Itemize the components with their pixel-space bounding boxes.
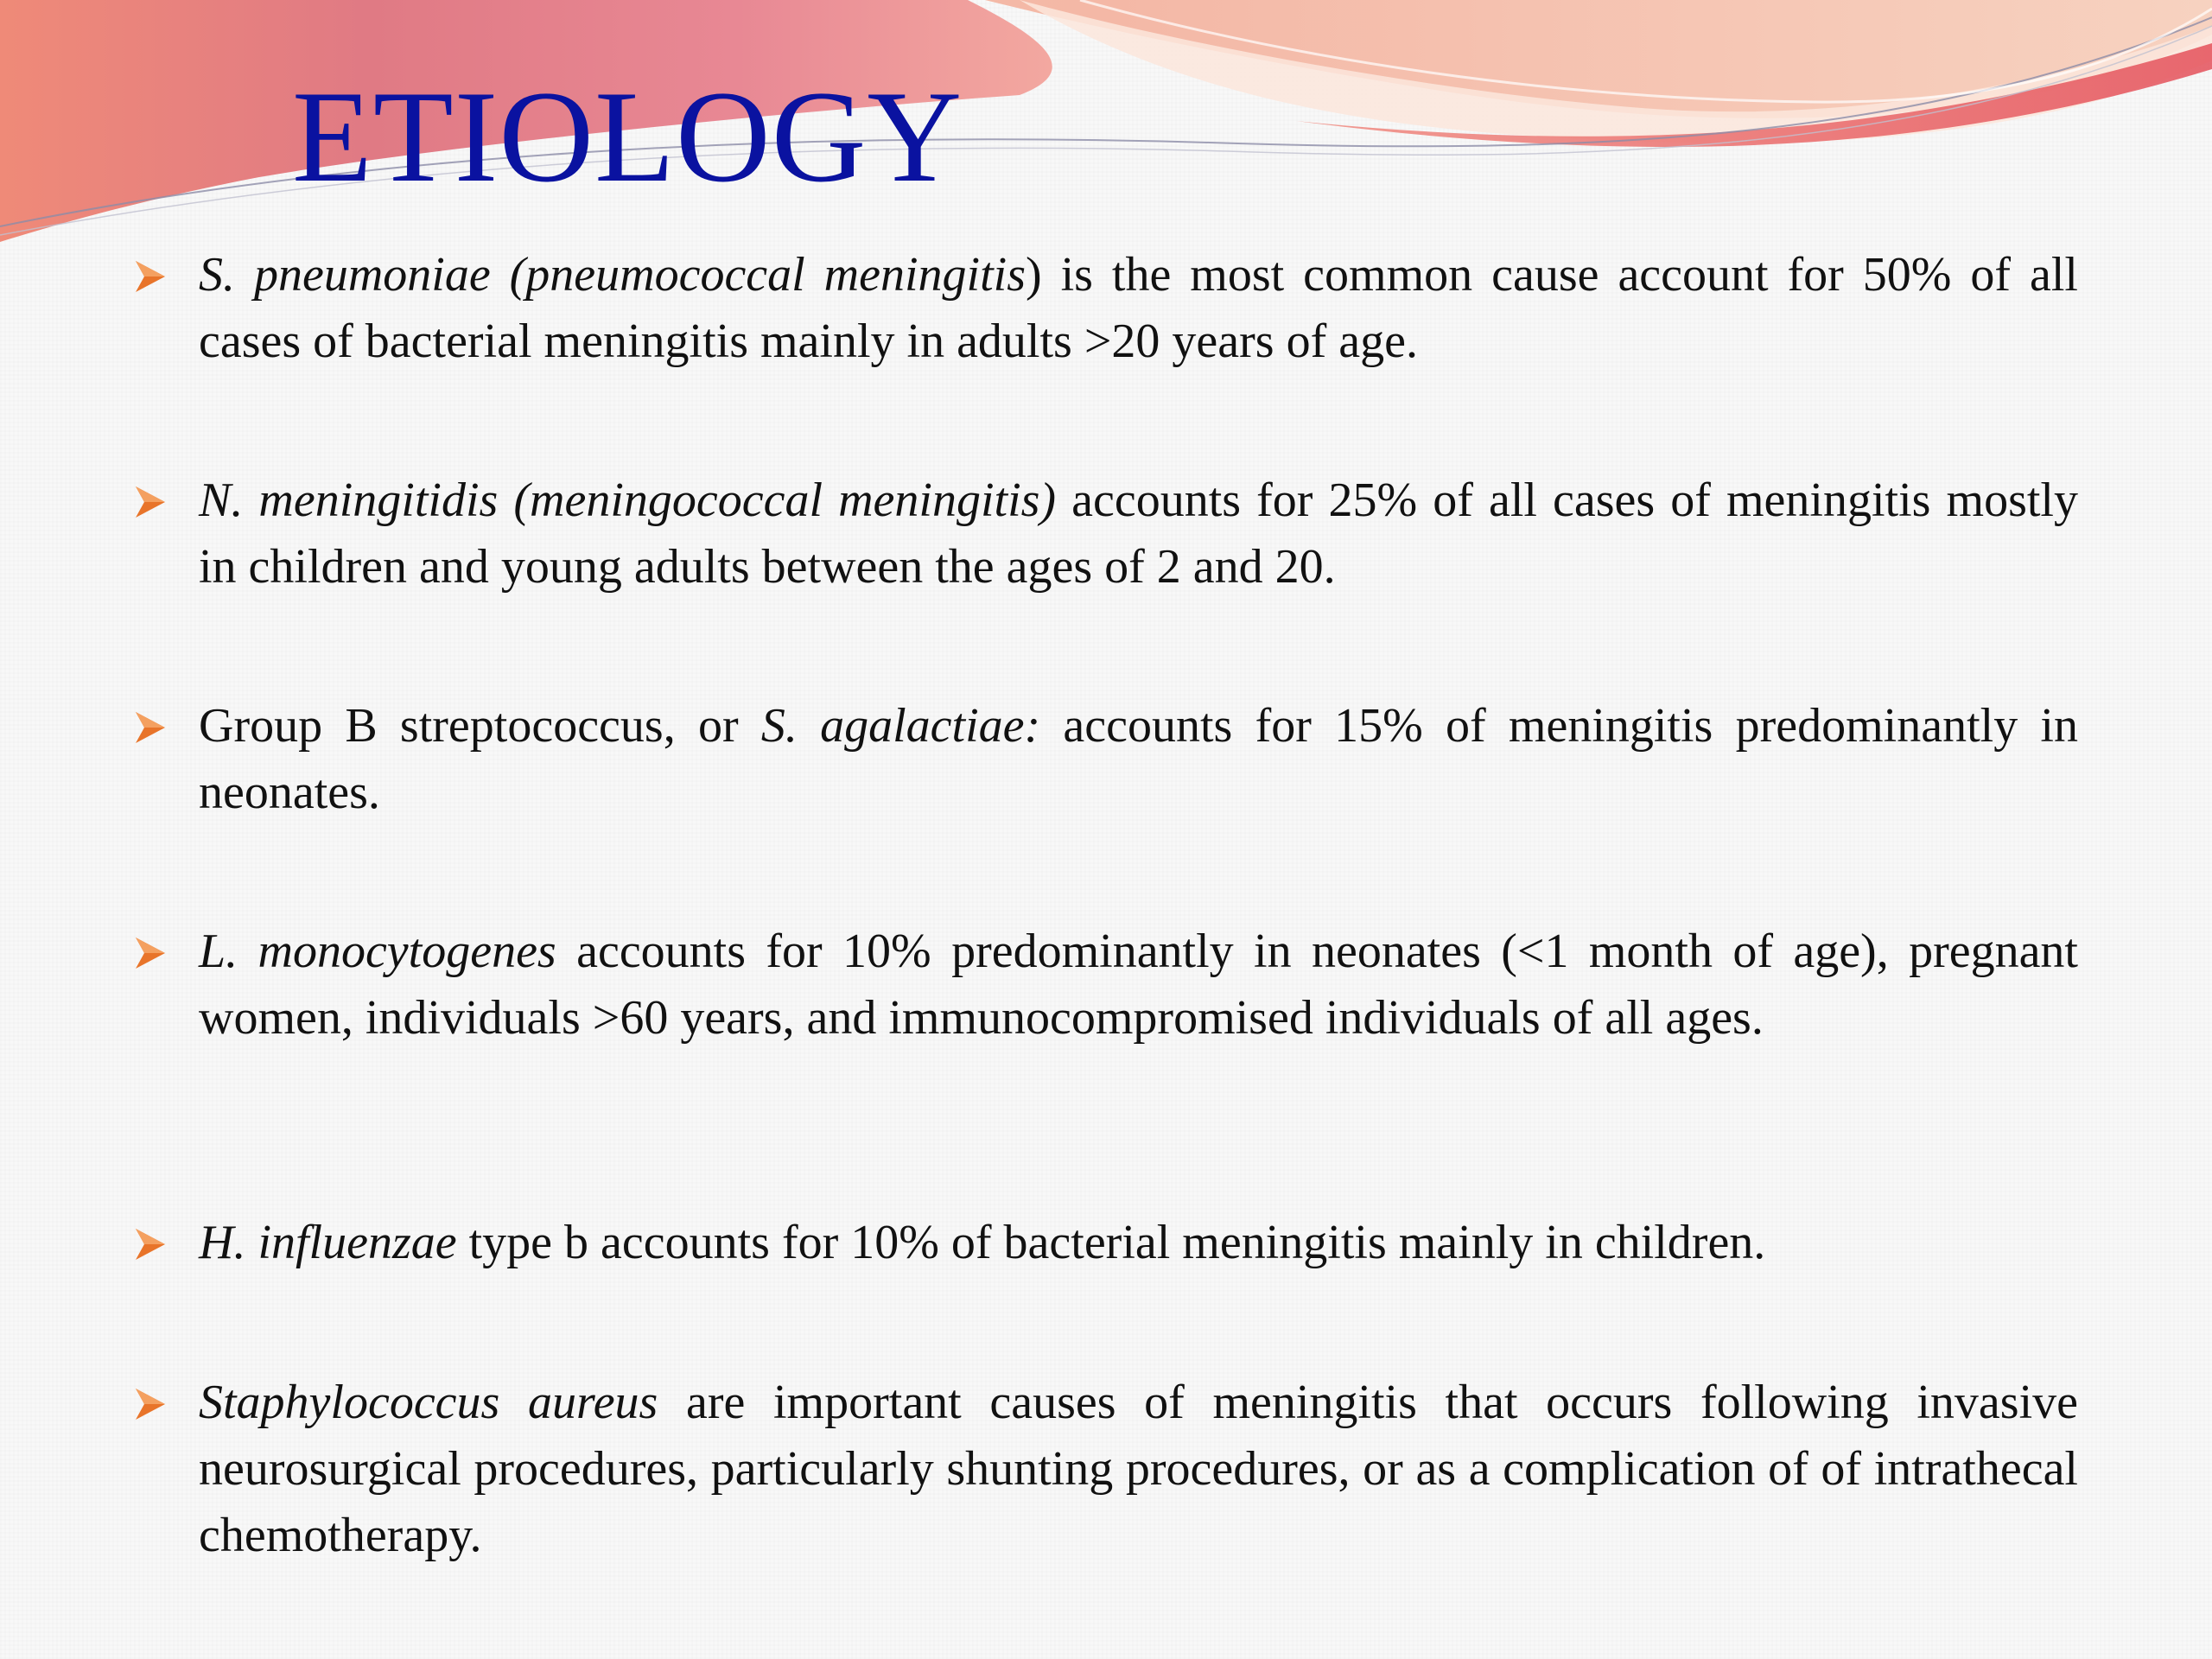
bullet-text xyxy=(199,693,2078,826)
bullet-text xyxy=(199,467,2078,601)
bullet-italic: L. monocytogenes xyxy=(199,925,556,978)
orange-arrow-bullet-icon xyxy=(134,1387,167,1421)
bullet-italic: N. meningitidis (meningococcal meningitis) xyxy=(199,474,1057,527)
orange-arrow-bullet-icon xyxy=(134,259,167,294)
slide-title: ETIOLOGY xyxy=(292,64,963,209)
orange-arrow-bullet-icon xyxy=(134,710,167,745)
bullet-body: are important causes of meningitis that occurs following invasive neurosurgical procedures, particularly shunting procedures, or as a complication of of intrathecal chemotherapy. xyxy=(199,1376,2078,1562)
bullet-text xyxy=(199,1210,2078,1276)
bullet-text xyxy=(199,1370,2078,1569)
bullet-body: accounts for 15% of meningitis predominantly in neonates. xyxy=(199,699,2078,819)
orange-arrow-bullet-icon xyxy=(134,485,167,519)
bullet-text xyxy=(199,242,2078,375)
orange-arrow-bullet-icon xyxy=(134,936,167,970)
bullet-pre: Group B streptococcus, or xyxy=(199,699,761,753)
bullet-body: type b accounts for 10% of bacterial meningitis mainly in children. xyxy=(456,1216,1766,1269)
bullet-italic: S. pneumoniae (pneumococcal meningitis xyxy=(199,248,1026,302)
bullet-body: ) is the most common cause account for 50% of all cases of bacterial meningitis mainly in adults >20 years of age. xyxy=(199,248,2078,368)
bullet-italic: H. influenzae xyxy=(199,1216,457,1269)
bullet-body: accounts for 25% of all cases of meningitis mostly in children and young adults between the ages of 2 and 20. xyxy=(199,474,2078,594)
orange-arrow-bullet-icon xyxy=(134,1227,167,1262)
bullet-body: accounts for 10% predominantly in neonates (<1 month of age), pregnant women, individuals >60 years, and immunocompromised individuals of all ages. xyxy=(199,925,2078,1045)
bullet-italic: Staphylococcus aureus xyxy=(199,1376,658,1429)
bullet-italic: S. agalactiae: xyxy=(760,699,1041,753)
bullet-text xyxy=(199,918,2078,1052)
